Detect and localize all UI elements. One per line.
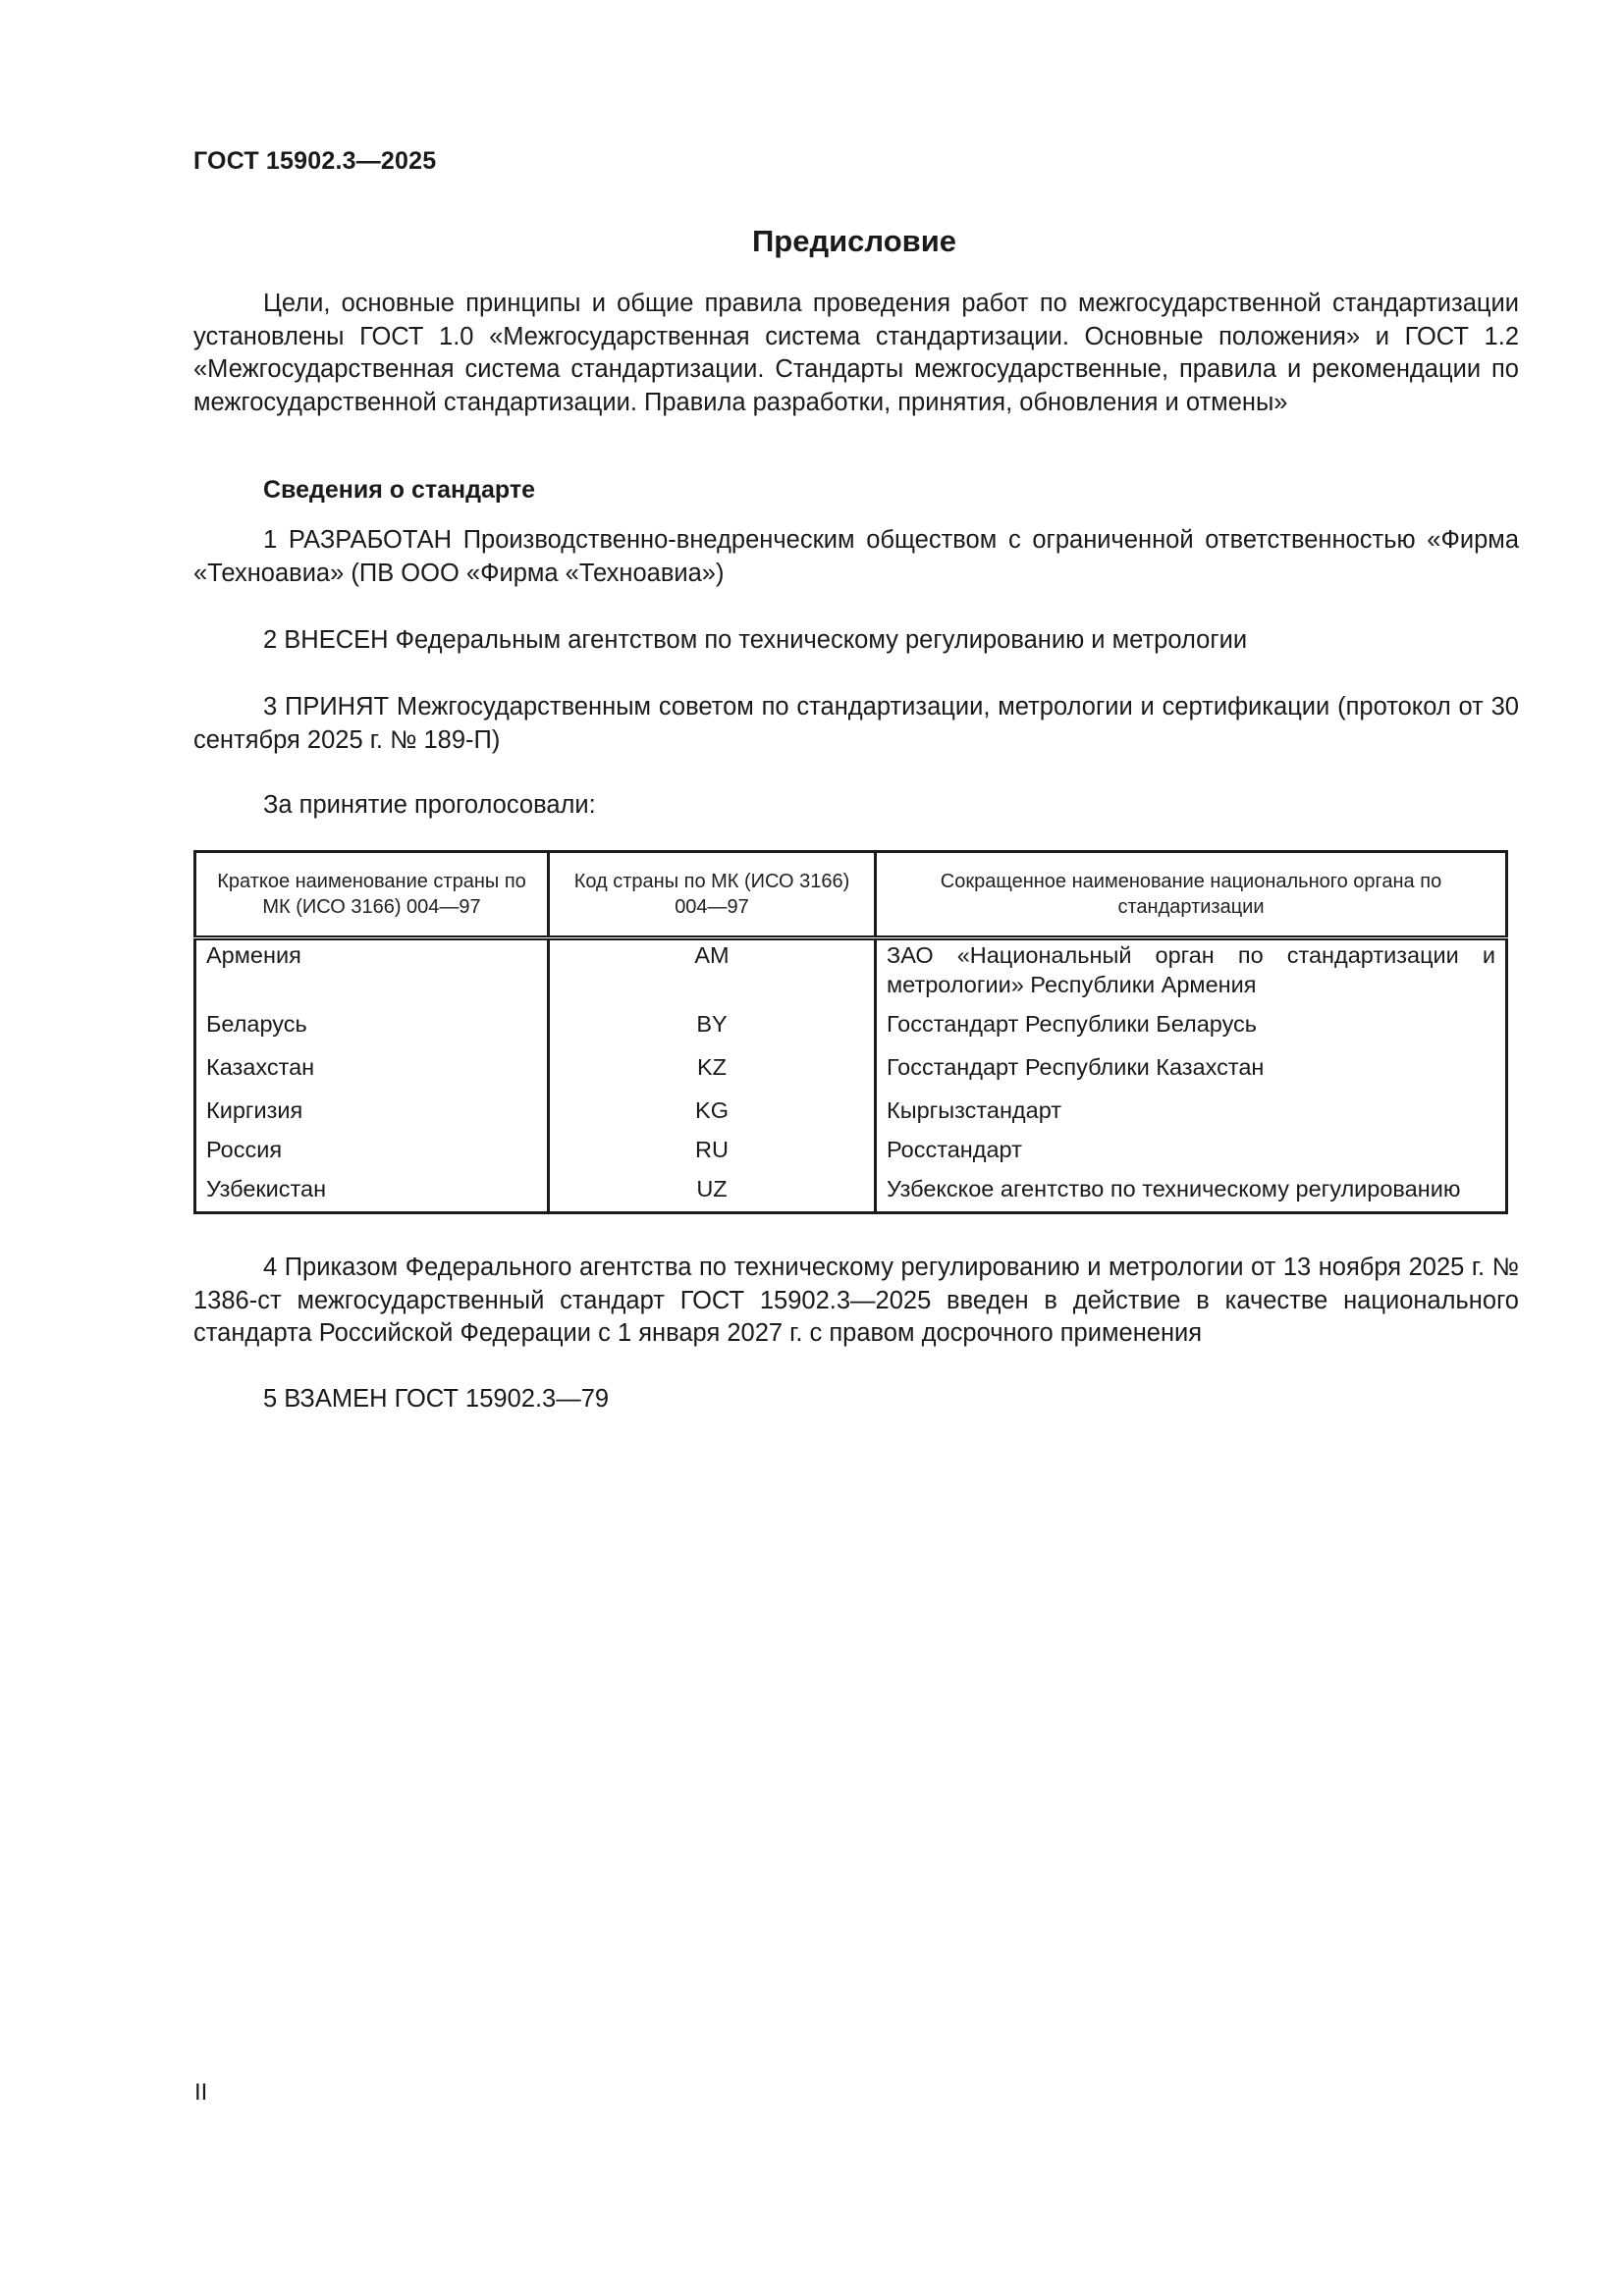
- item-4: 4 Приказом Федерального агентства по техническому регулированию и метрологии от 13 ноября 2025 г. № 1386-ст межгосударственный стандарт ГОСТ 15902.3—2025 введен в действие в качестве национального стандарта Российской Федерации с 1 января 2027 г. с правом досрочного применения: [193, 1254, 1519, 1347]
- item-2: 2 ВНЕСЕН Федеральным агентством по техническому регулированию и метрологии: [263, 626, 1248, 654]
- country-cell: Казахстан: [195, 1052, 549, 1095]
- authority-cell: Кыргызстандарт: [887, 1096, 1062, 1123]
- country-cell: Армения: [195, 938, 549, 1009]
- table-row: [195, 1174, 1507, 1213]
- country-cell: Беларусь: [195, 1009, 549, 1052]
- code-cell: RU: [549, 1135, 876, 1174]
- code-cell: UZ: [549, 1174, 876, 1213]
- table-row: [195, 1052, 1507, 1095]
- authority-cell: Госстандарт Республики Беларусь: [887, 1010, 1258, 1037]
- section-title: Сведения о стандарте: [263, 476, 536, 504]
- authority-cell: ЗАО «Национальный орган по стандартизации и метрологии» Республики Армения: [887, 942, 1495, 997]
- country-cell: Киргизия: [195, 1095, 549, 1135]
- authority-cell: Госстандарт Республики Казахстан: [887, 1053, 1265, 1080]
- table-header-row: [195, 852, 1507, 938]
- intro-paragraph: Цели, основные принципы и общие правила проведения работ по межгосударственной стандартизации установлены ГОСТ 1.0 «Межгосударственная система стандартизации. Основные положения» и ГОСТ 1.2 «Межгосударственная система стандартизации. Стандарты межгосударственные, правила и рекомендации по межгосударственной стандартизации. Правила разработки, принятия, обновления и отмены»: [193, 290, 1519, 416]
- code-cell: AM: [549, 938, 876, 1009]
- code-cell: BY: [549, 1009, 876, 1052]
- table-row: [195, 938, 1507, 1009]
- authority-cell: Узбекское агентство по техническому регулированию: [887, 1175, 1461, 1201]
- document-header: ГОСТ 15902.3—2025: [193, 147, 437, 175]
- page-title: Предисловие: [751, 224, 956, 258]
- code-cell: KG: [549, 1095, 876, 1135]
- item-3: 3 ПРИНЯТ Межгосударственным советом по стандартизации, метрологии и сертификации (протокол от 30 сентября 2025 г. № 189-П): [193, 693, 1519, 754]
- page-number: II: [194, 2079, 208, 2106]
- table-row: [195, 1009, 1507, 1052]
- table-row: [195, 1095, 1507, 1135]
- code-cell: KZ: [549, 1052, 876, 1095]
- item-1: 1 РАЗРАБОТАН Производственно-внедренческим обществом с ограниченной ответственностью «Фирма «Техноавиа» (ПВ ООО «Фирма «Техноавиа»): [193, 526, 1519, 587]
- authority-cell: Росстандарт: [887, 1136, 1022, 1162]
- header-country: Краткое наименование страны по МК (ИСО 3166) 004—97: [195, 852, 549, 938]
- table-row: [195, 1135, 1507, 1174]
- voting-table: [193, 850, 1508, 1214]
- voting-caption: За принятие проголосовали:: [263, 791, 596, 819]
- item-5: 5 ВЗАМЕН ГОСТ 15902.3—79: [263, 1385, 610, 1413]
- header-code: Код страны по МК (ИСО 3166) 004—97: [549, 852, 876, 938]
- country-cell: Россия: [195, 1135, 549, 1174]
- header-authority: Сокращенное наименование национального органа по стандартизации: [876, 852, 1507, 938]
- country-cell: Узбекистан: [195, 1174, 549, 1213]
